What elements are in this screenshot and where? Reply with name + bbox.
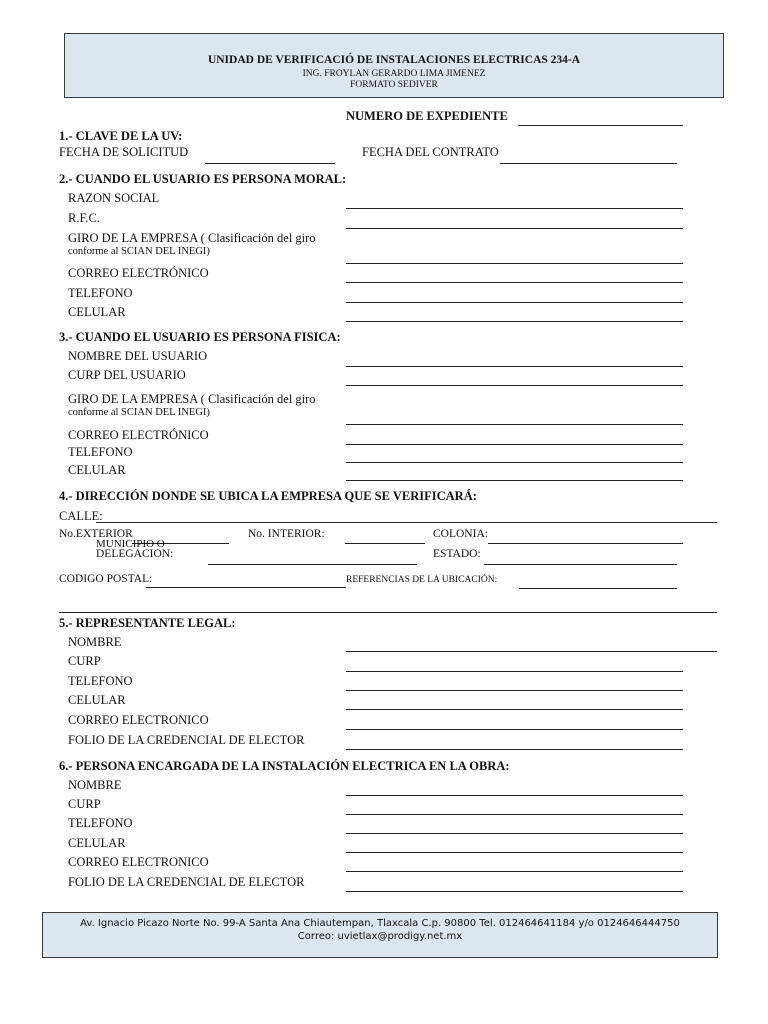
- enc-curp-label: CURP: [68, 797, 101, 811]
- curp-usuario-label: CURP DEL USUARIO: [68, 368, 186, 382]
- rep-nombre-label: NOMBRE: [68, 635, 122, 649]
- section-2-title: 2.- CUANDO EL USUARIO ES PERSONA MORAL:: [59, 172, 347, 186]
- codigo-postal-label: CODIGO POSTAL:: [59, 573, 153, 585]
- giro-fisica-field[interactable]: [346, 424, 683, 425]
- enc-telefono-label: TELEFONO: [68, 816, 133, 830]
- rep-correo-field[interactable]: [346, 729, 683, 730]
- calle-label: CALLE:: [59, 509, 103, 523]
- rep-correo-label: CORREO ELECTRONICO: [68, 713, 209, 727]
- giro-fisica-label-line2: conforme al SCIAN DEL INEGI): [68, 407, 210, 418]
- enc-correo-field[interactable]: [346, 871, 683, 872]
- rfc-field[interactable]: [346, 228, 683, 229]
- estado-label: ESTADO:: [433, 548, 481, 560]
- section-6-title: 6.- PERSONA ENCARGADA DE LA INSTALACIÓN ELECTRICA EN LA OBRA:: [59, 759, 510, 773]
- correo-field[interactable]: [346, 282, 683, 283]
- calle-field[interactable]: [96, 522, 717, 523]
- enc-nombre-field[interactable]: [346, 795, 683, 796]
- giro-label-line2: conforme al SCIAN DEL INEGI): [68, 246, 210, 257]
- razon-social-label: RAZON SOCIAL: [68, 191, 160, 205]
- rfc-label: R.F.C.: [68, 211, 101, 225]
- celular-fisica-label: CELULAR: [68, 463, 126, 477]
- celular-label: CELULAR: [68, 305, 126, 319]
- enc-nombre-label: NOMBRE: [68, 778, 122, 792]
- enc-celular-label: CELULAR: [68, 836, 126, 850]
- referencias-field[interactable]: [519, 588, 677, 589]
- rep-telefono-label: TELEFONO: [68, 674, 133, 688]
- enc-correo-label: CORREO ELECTRONICO: [68, 855, 209, 869]
- rep-folio-field[interactable]: [346, 749, 683, 750]
- celular-fisica-field[interactable]: [346, 480, 683, 481]
- rep-telefono-field[interactable]: [346, 690, 683, 691]
- delegacion-field[interactable]: [208, 564, 417, 565]
- fecha-solicitud-label: FECHA DE SOLICITUD: [59, 145, 189, 159]
- fecha-contrato-label: FECHA DEL CONTRATO: [362, 145, 499, 159]
- enc-folio-label: FOLIO DE LA CREDENCIAL DE ELECTOR: [68, 875, 305, 889]
- nombre-usuario-label: NOMBRE DEL USUARIO: [68, 349, 208, 363]
- delegacion-label: DELEGACION:: [96, 548, 174, 560]
- format-name: FORMATO SEDIVER: [350, 80, 438, 90]
- codigo-postal-field[interactable]: [146, 587, 346, 588]
- engineer-name: ING. FROYLAN GERARDO LIMA JIMENEZ: [302, 69, 486, 79]
- header-box: [64, 33, 724, 98]
- section-4-title: 4.- DIRECCIÓN DONDE SE UBICA LA EMPRESA QUE SE VERIFICARÁ:: [59, 489, 477, 503]
- correo-fisica-label: CORREO ELECTRÓNICO: [68, 428, 209, 442]
- section-5-title: 5.- REPRESENTANTE LEGAL:: [59, 616, 236, 630]
- rep-folio-label: FOLIO DE LA CREDENCIAL DE ELECTOR: [68, 733, 305, 747]
- correo-label: CORREO ELECTRÓNICO: [68, 266, 209, 280]
- telefono-field[interactable]: [346, 302, 683, 303]
- footer-box: [42, 912, 718, 958]
- rep-curp-label: CURP: [68, 654, 101, 668]
- no-exterior-label: No.EXTERIOR: [59, 528, 133, 540]
- enc-telefono-field[interactable]: [346, 833, 683, 834]
- colonia-label: COLONIA:: [433, 528, 488, 540]
- razon-social-field[interactable]: [346, 208, 683, 209]
- referencias-field-line2[interactable]: [59, 612, 717, 613]
- enc-folio-field[interactable]: [346, 891, 683, 892]
- colonia-field[interactable]: [488, 543, 683, 544]
- document-title: UNIDAD DE VERIFICACIÓ DE INSTALACIONES ELECTRICAS 234-A: [207, 54, 581, 66]
- correo-fisica-field[interactable]: [346, 444, 683, 445]
- estado-field[interactable]: [484, 564, 677, 565]
- giro-label-line1: GIRO DE LA EMPRESA ( Clasificación del giro: [68, 231, 316, 245]
- no-interior-label: No. INTERIOR:: [248, 528, 325, 540]
- footer-email: Correo: uvietlax@prodigy.net.mx: [297, 931, 463, 942]
- rep-celular-label: CELULAR: [68, 693, 126, 707]
- rep-curp-field[interactable]: [346, 671, 683, 672]
- rep-celular-field[interactable]: [346, 709, 683, 710]
- giro-field[interactable]: [346, 263, 683, 264]
- telefono-fisica-label: TELEFONO: [68, 445, 133, 459]
- section-3-title: 3.- CUANDO EL USUARIO ES PERSONA FISICA:: [59, 330, 341, 344]
- footer-address: Av. Ignacio Picazo Norte No. 99-A Santa Ana Chiautempan, Tlaxcala C.p. 90800 Tel. 012464641184 y/o 0124646444750: [80, 918, 680, 929]
- referencias-label: REFERENCIAS DE LA UBICACIÓN:: [346, 575, 498, 585]
- fecha-solicitud-field[interactable]: [205, 163, 335, 164]
- enc-celular-field[interactable]: [346, 852, 683, 853]
- no-interior-field[interactable]: [345, 543, 425, 544]
- telefono-fisica-field[interactable]: [346, 462, 683, 463]
- municipio-label: MUNICIPIO O: [96, 538, 165, 550]
- giro-fisica-label-line1: GIRO DE LA EMPRESA ( Clasificación del giro: [68, 392, 316, 406]
- enc-curp-field[interactable]: [346, 814, 683, 815]
- expediente-field[interactable]: [518, 125, 683, 126]
- nombre-usuario-field[interactable]: [346, 366, 683, 367]
- expediente-label: NUMERO DE EXPEDIENTE: [346, 109, 508, 123]
- telefono-label: TELEFONO: [68, 286, 133, 300]
- celular-field[interactable]: [346, 321, 683, 322]
- rep-nombre-field[interactable]: [346, 651, 717, 652]
- curp-usuario-field[interactable]: [346, 385, 683, 386]
- fecha-contrato-field[interactable]: [500, 163, 677, 164]
- section-1-title: 1.- CLAVE DE LA UV:: [59, 129, 183, 143]
